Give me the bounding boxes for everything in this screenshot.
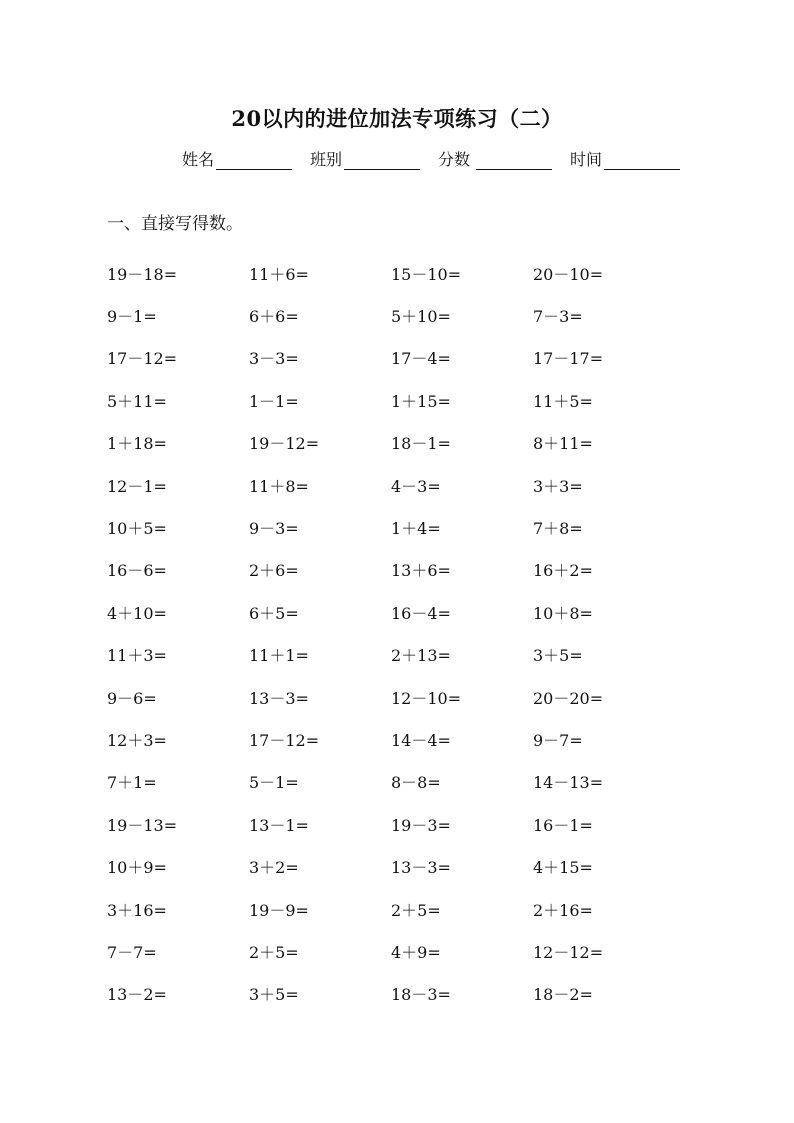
name-field	[182, 147, 292, 170]
problem-item: 7－3=	[533, 307, 583, 327]
problem-item: 7＋8=	[533, 519, 583, 539]
problem-item: 12－10=	[391, 688, 462, 708]
time-blank	[604, 151, 680, 170]
problem-item: 4－3=	[391, 476, 441, 496]
problem-item: 7＋1=	[107, 773, 157, 793]
problem-row	[107, 464, 707, 506]
problem-item: 16－4=	[391, 603, 451, 623]
problem-row	[107, 803, 707, 845]
problem-row	[107, 337, 707, 379]
problem-item: 6＋5=	[249, 603, 299, 623]
problem-item: 20－20=	[533, 688, 604, 708]
problem-item: 18－3=	[391, 985, 451, 1005]
problem-item: 9－3=	[249, 519, 299, 539]
problem-item: 5－1=	[249, 773, 299, 793]
problem-item: 13－2=	[107, 985, 167, 1005]
problem-item: 12－1=	[107, 476, 167, 496]
problem-item: 19－12=	[249, 434, 320, 454]
score-blank	[476, 151, 552, 170]
problem-item: 12－12=	[533, 942, 604, 962]
problem-row	[107, 379, 707, 421]
problem-item: 5＋11=	[107, 391, 167, 411]
problem-item: 17－12=	[249, 730, 320, 750]
problem-item: 11＋6=	[249, 264, 309, 284]
problem-item: 15－10=	[391, 264, 462, 284]
problem-row	[107, 294, 707, 336]
problem-item: 10＋5=	[107, 519, 167, 539]
problem-item: 1－1=	[249, 391, 299, 411]
time-field	[570, 147, 680, 170]
problem-item: 1＋15=	[391, 391, 451, 411]
problem-item: 10＋8=	[533, 603, 593, 623]
problem-item: 19－13=	[107, 815, 178, 835]
problem-item: 12＋3=	[107, 730, 167, 750]
class-field	[310, 147, 420, 170]
problem-item: 3＋3=	[533, 476, 583, 496]
score-label: 分数	[438, 150, 471, 169]
problem-item: 18－1=	[391, 434, 451, 454]
problem-item: 3－3=	[249, 349, 299, 369]
problem-item: 3＋16=	[107, 900, 167, 920]
problem-item: 5＋10=	[391, 307, 451, 327]
problem-row	[107, 591, 707, 633]
problem-item: 17－17=	[533, 349, 604, 369]
problem-row	[107, 676, 707, 718]
problem-row	[107, 930, 707, 972]
problem-item: 8－8=	[391, 773, 441, 793]
problem-item: 11＋1=	[249, 646, 309, 666]
page-title: 20以内的进位加法专项练习（二）	[231, 106, 563, 131]
problem-item: 19－9=	[249, 900, 309, 920]
problem-item: 17－4=	[391, 349, 451, 369]
problem-row	[107, 506, 707, 548]
problem-item: 9－6=	[107, 688, 157, 708]
problem-item: 14－4=	[391, 730, 451, 750]
problem-item: 1＋4=	[391, 519, 441, 539]
problem-row	[107, 845, 707, 887]
score-field	[438, 147, 552, 170]
problem-item: 18－2=	[533, 985, 593, 1005]
problem-item: 2＋5=	[249, 942, 299, 962]
problem-row	[107, 422, 707, 464]
class-blank	[344, 151, 420, 170]
problem-item: 6＋6=	[249, 307, 299, 327]
problem-item: 2＋13=	[391, 646, 451, 666]
time-label: 时间	[570, 150, 603, 169]
problem-item: 14－13=	[533, 773, 604, 793]
problem-item: 19－3=	[391, 815, 451, 835]
problem-row	[107, 634, 707, 676]
problem-item: 7－7=	[107, 942, 157, 962]
problem-item: 2＋6=	[249, 561, 299, 581]
problem-item: 13－3=	[249, 688, 309, 708]
problem-item: 11＋3=	[107, 646, 167, 666]
problem-item: 3＋5=	[533, 646, 583, 666]
problem-row	[107, 718, 707, 760]
problem-item: 8＋11=	[533, 434, 593, 454]
problem-item: 4＋9=	[391, 942, 441, 962]
problem-item: 16＋2=	[533, 561, 593, 581]
problem-item: 13－3=	[391, 858, 451, 878]
student-info-row	[182, 147, 698, 170]
section-title: 一、直接写得数。	[107, 214, 243, 234]
problem-item: 9－7=	[533, 730, 583, 750]
problem-item: 1＋18=	[107, 434, 167, 454]
problem-item: 16－6=	[107, 561, 167, 581]
problem-row	[107, 888, 707, 930]
problem-row	[107, 973, 707, 1015]
problem-row	[107, 252, 707, 294]
problem-item: 3＋5=	[249, 985, 299, 1005]
problem-item: 2＋16=	[533, 900, 593, 920]
problem-item: 11＋5=	[533, 391, 593, 411]
problem-item: 13＋6=	[391, 561, 451, 581]
problem-item: 17－12=	[107, 349, 178, 369]
problem-item: 10＋9=	[107, 858, 167, 878]
name-label: 姓名	[182, 150, 215, 169]
problem-grid	[107, 252, 707, 1015]
problem-row	[107, 761, 707, 803]
problem-item: 4＋15=	[533, 858, 593, 878]
problem-item: 19－18=	[107, 264, 178, 284]
problem-item: 3＋2=	[249, 858, 299, 878]
problem-item: 13－1=	[249, 815, 309, 835]
problem-item: 20－10=	[533, 264, 604, 284]
name-blank	[216, 151, 292, 170]
problem-item: 4＋10=	[107, 603, 167, 623]
problem-item: 11＋8=	[249, 476, 309, 496]
problem-item: 9－1=	[107, 307, 157, 327]
problem-item: 2＋5=	[391, 900, 441, 920]
class-label: 班别	[310, 150, 343, 169]
problem-row	[107, 549, 707, 591]
problem-item: 16－1=	[533, 815, 593, 835]
